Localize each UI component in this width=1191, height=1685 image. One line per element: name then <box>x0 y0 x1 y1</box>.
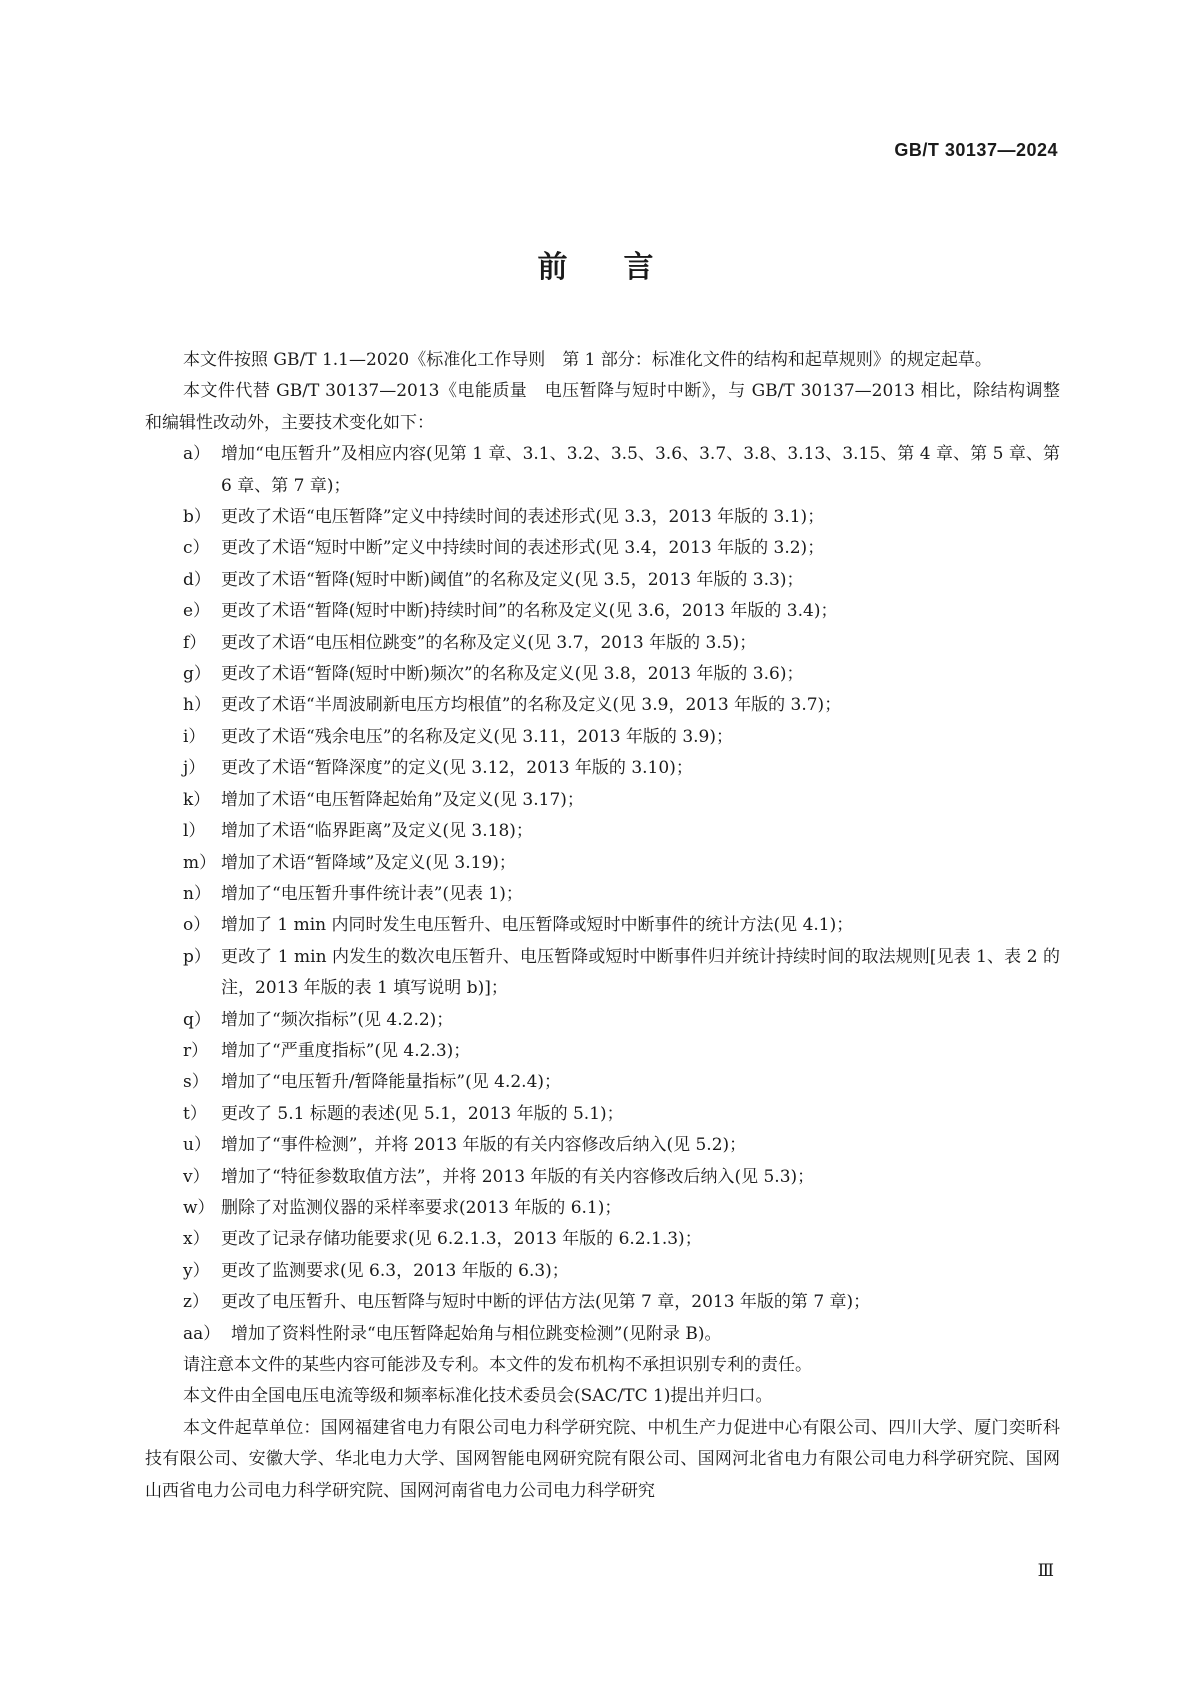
title-char-left: 前 <box>537 250 568 285</box>
proposer-paragraph: 本文件由全国电压电流等级和频率标准化技术委员会(SAC/TC 1)提出并归口。 <box>183 1386 773 1407</box>
list-marker: y） <box>183 1260 210 1281</box>
list-item-text: 更改了术语“暂降(短时中断)频次”的名称及定义(见 3.8，2013 年版的 3.6)； <box>221 664 804 685</box>
list-item-text: 更改了 1 min 内发生的数次电压暂升、电压暂降或短时中断事件归并统计持续时间的取法规则[见表 1、表 2 的注，2013 年版的表 1 填写说明 b)]； <box>221 946 1060 999</box>
list-item <box>145 722 1060 753</box>
list-item-text: 增加了资料性附录“电压暂降起始角与相位跳变检测”(见附录 B)。 <box>231 1323 722 1344</box>
list-item <box>145 879 1060 910</box>
list-item-text: 更改了 5.1 标题的表述(见 5.1，2013 年版的 5.1)； <box>221 1103 624 1124</box>
list-item <box>145 1036 1060 1067</box>
list-item <box>145 1224 1060 1255</box>
list-item-text: 删除了对监测仪器的采样率要求(2013 年版的 6.1)； <box>221 1197 622 1218</box>
list-marker: aa） <box>183 1323 221 1344</box>
list-item-text: 增加了 1 min 内同时发生电压暂升、电压暂降或短时中断事件的统计方法(见 4.1)； <box>221 915 854 936</box>
list-item <box>145 848 1060 879</box>
list-marker: z） <box>183 1292 209 1313</box>
page-number: Ⅲ <box>1037 1561 1054 1581</box>
list-marker: m） <box>183 852 217 873</box>
list-item <box>145 816 1060 847</box>
list-item <box>145 753 1060 784</box>
list-item-text: 增加了“特征参数取值方法”，并将 2013 年版的有关内容修改后纳入(见 5.3)； <box>221 1166 815 1187</box>
list-item-text: 更改了术语“电压暂降”定义中持续时间的表述形式(见 3.3，2013 年版的 3.1)； <box>221 507 825 528</box>
list-item <box>145 1162 1060 1193</box>
list-item-text: 增加了“电压暂升事件统计表”(见表 1)； <box>221 883 523 904</box>
list-marker: g） <box>183 664 211 685</box>
standard-code: GB/T 30137—2024 <box>894 140 1058 160</box>
list-item-text: 更改了记录存储功能要求(见 6.2.1.3，2013 年版的 6.2.1.3)； <box>221 1229 702 1250</box>
intro-paragraph: 本文件按照 GB/T 1.1—2020《标准化工作导则 第 1 部分：标准化文件的结构和起草规则》的规定起草。 <box>183 350 992 370</box>
list-item <box>145 690 1060 721</box>
list-marker: i） <box>183 726 206 747</box>
list-item <box>145 942 1060 1005</box>
list-marker: r） <box>183 1040 209 1061</box>
list-marker: j） <box>183 758 206 779</box>
list-marker: f） <box>183 632 207 653</box>
list-item <box>145 1067 1060 1098</box>
list-item <box>145 1130 1060 1161</box>
page-title <box>0 242 1191 286</box>
list-item <box>145 628 1060 659</box>
list-marker: v） <box>183 1166 210 1187</box>
list-item-text: 增加了术语“临界距离”及定义(见 3.18)； <box>221 821 533 842</box>
list-marker: k） <box>183 789 211 810</box>
intro-paragraph: 本文件代替 GB/T 30137—2013《电能质量 电压暂降与短时中断》，与 GB/T 30137—2013 相比，除结构调整和编辑性改动外，主要技术变化如下： <box>145 381 1060 433</box>
list-item-text: 更改了术语“半周波刷新电压方均根值”的名称及定义(见 3.9，2013 年版的 3.7)； <box>221 695 842 716</box>
list-marker: d） <box>183 569 211 590</box>
list-marker: u） <box>183 1135 211 1156</box>
list-item <box>145 565 1060 596</box>
list-item <box>145 533 1060 564</box>
list-item-text: 更改了术语“电压相位跳变”的名称及定义(见 3.7，2013 年版的 3.5)； <box>221 632 757 653</box>
list-marker: h） <box>183 695 211 716</box>
list-marker: a） <box>183 444 211 465</box>
drafting-units-paragraph: 本文件起草单位：国网福建省电力有限公司电力科学研究院、中机生产力促进中心有限公司、四川大学、厦门奕昕科技有限公司、安徽大学、华北电力大学、国网智能电网研究院有限公司、国网河北省电力有限公司电力科学研究院、国网山西省电力公司电力科学研究院、国网河南省电力公司电力科学研究 <box>145 1417 1060 1501</box>
list-item <box>145 1099 1060 1130</box>
list-item <box>145 785 1060 816</box>
list-marker: c） <box>183 538 210 559</box>
list-marker: o） <box>183 915 211 936</box>
list-item-text: 增加了术语“暂降域”及定义(见 3.19)； <box>221 852 516 873</box>
list-item <box>145 1193 1060 1224</box>
list-item-text: 更改了监测要求(见 6.3，2013 年版的 6.3)； <box>221 1260 569 1281</box>
list-item-text: 增加“电压暂升”及相应内容(见第 1 章、3.1、3.2、3.5、3.6、3.7、3.8、3.13、3.15、第 4 章、第 5 章、第 6 章、第 7 章)； <box>221 444 1060 496</box>
list-item-text: 更改了术语“残余电压”的名称及定义(见 3.11，2013 年版的 3.9)； <box>221 726 734 747</box>
list-item-text: 更改了术语“暂降(短时中断)持续时间”的名称及定义(见 3.6，2013 年版的 3.4)； <box>221 601 838 622</box>
list-marker: t） <box>183 1103 207 1124</box>
list-marker: e） <box>183 601 211 622</box>
title-char-right: 言 <box>623 250 654 285</box>
list-item-text: 增加了“电压暂升/暂降能量指标”(见 4.2.4)； <box>221 1072 562 1093</box>
list-marker: q） <box>183 1009 211 1030</box>
list-marker: x） <box>183 1229 210 1250</box>
list-item <box>145 910 1060 941</box>
list-marker: n） <box>183 883 211 904</box>
list-item-text: 增加了“频次指标”(见 4.2.2)； <box>221 1009 454 1030</box>
list-item-text: 增加了“严重度指标”(见 4.2.3)； <box>221 1040 471 1061</box>
patent-notice: 请注意本文件的某些内容可能涉及专利。本文件的发布机构不承担识别专利的责任。 <box>183 1355 812 1375</box>
list-item-text: 增加了“事件检测”，并将 2013 年版的有关内容修改后纳入(见 5.2)； <box>221 1135 747 1156</box>
list-marker: p） <box>183 946 211 967</box>
list-item <box>145 1287 1060 1318</box>
list-marker: w） <box>183 1197 215 1218</box>
list-item-text: 更改了术语“暂降深度”的定义(见 3.12，2013 年版的 3.10)； <box>221 758 693 779</box>
list-marker: l） <box>183 821 206 842</box>
changes-list <box>145 439 1060 1350</box>
list-item <box>145 439 1060 502</box>
list-item-text: 增加了术语“电压暂降起始角”及定义(见 3.17)； <box>221 789 584 810</box>
list-item-text: 更改了电压暂升、电压暂降与短时中断的评估方法(见第 7 章，2013 年版的第 7 章)； <box>221 1292 871 1313</box>
list-item <box>145 659 1060 690</box>
list-item <box>145 502 1060 533</box>
list-marker: s） <box>183 1072 209 1093</box>
document-body <box>145 345 1060 1507</box>
list-item-text: 更改了术语“短时中断”定义中持续时间的表述形式(见 3.4，2013 年版的 3.2)； <box>221 538 825 559</box>
list-item <box>145 1005 1060 1036</box>
list-item <box>145 1256 1060 1287</box>
list-item-text: 更改了术语“暂降(短时中断)阈值”的名称及定义(见 3.5，2013 年版的 3.3)； <box>221 569 804 590</box>
list-item <box>145 596 1060 627</box>
list-item <box>145 1319 1060 1350</box>
list-marker: b） <box>183 507 211 528</box>
